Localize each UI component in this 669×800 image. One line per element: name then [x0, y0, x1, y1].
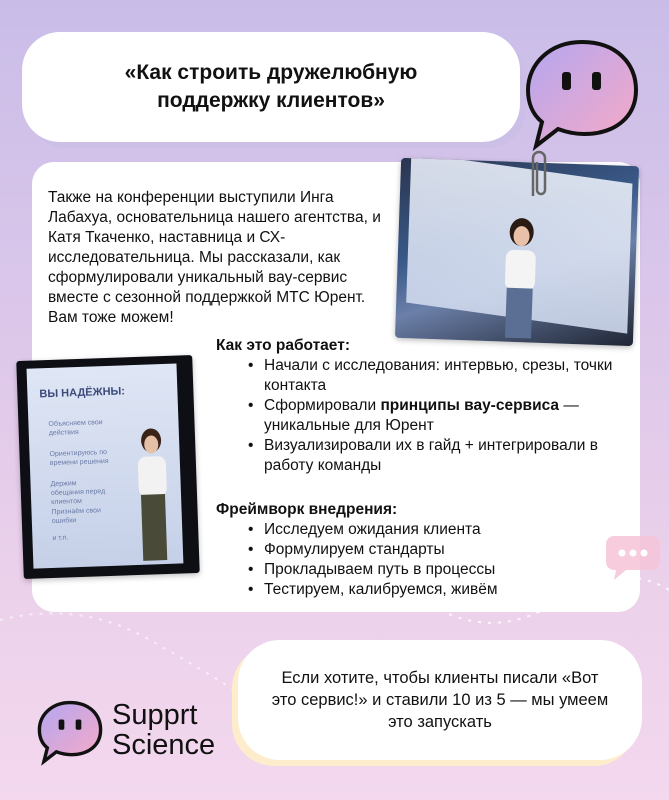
conference-photo-speaker-2	[16, 355, 200, 579]
brand-logo-icon	[36, 698, 104, 766]
bold-phrase: принципы вау-сервиса	[380, 397, 560, 414]
cta-card	[238, 640, 642, 760]
cta-text: Если хотите, чтобы клиенты писали «Вот это сервис!» и ставили 10 из 5 — мы умеем это запускать	[271, 669, 609, 731]
intro-text: Также на конференции выступили Инга Лабахуа, основательница нашего агентства, и Катя Ткаченко, наставница и СХ-исследовательница. Мы рассказали, как сформулировали уникальный вау-сервис вместе с сезонной поддержкой МТС Юрент. Вам тоже можем!	[48, 189, 381, 326]
list-item: • Начали с исследования: интервью, срезы, точки контакта	[246, 356, 636, 396]
chat-dots-icon	[604, 532, 662, 582]
speaker-figure-icon	[123, 423, 188, 565]
slide-heading: ВЫ НАДЁЖНЫ:	[39, 385, 126, 401]
speaker-figure-icon	[483, 213, 557, 343]
how-it-works-list	[216, 356, 636, 476]
list-item: • Формулируем стандарты	[246, 540, 636, 560]
list-item: • Сформировали принципы вау-сервиса — уникальные для Юрент	[246, 396, 636, 436]
brand-name: Supprt Science	[112, 699, 216, 761]
title-card	[22, 32, 520, 142]
conference-photo-speaker-1	[395, 158, 639, 346]
page-title: «Как строить дружелюбную поддержку клиентов»	[124, 61, 418, 112]
chat-bubble-mascot-icon	[522, 34, 642, 154]
slide-line: Признаём свои ошибки	[51, 507, 102, 525]
section-heading: Как это работает:	[216, 337, 350, 354]
slide-line: Держим обещания перед клиентом	[50, 480, 106, 507]
slide-line: и т.п.	[52, 534, 69, 542]
slide-line: Объясняем свои действия	[48, 419, 103, 438]
framework-section	[216, 500, 636, 600]
framework-list	[216, 520, 636, 600]
how-it-works-section	[216, 336, 636, 476]
slide-line: Ориентируюсь по времени решения	[49, 449, 109, 468]
list-item: • Исследуем ожидания клиента	[246, 520, 636, 540]
list-item: • Тестируем, калибруемся, живём	[246, 580, 636, 600]
list-item: • Прокладываем путь в процессы	[246, 560, 636, 580]
section-heading: Фреймворк внедрения:	[216, 501, 398, 518]
paperclip-icon	[523, 144, 553, 204]
list-item: • Визуализировали их в гайд + интегрировали в работу команды	[246, 436, 636, 476]
